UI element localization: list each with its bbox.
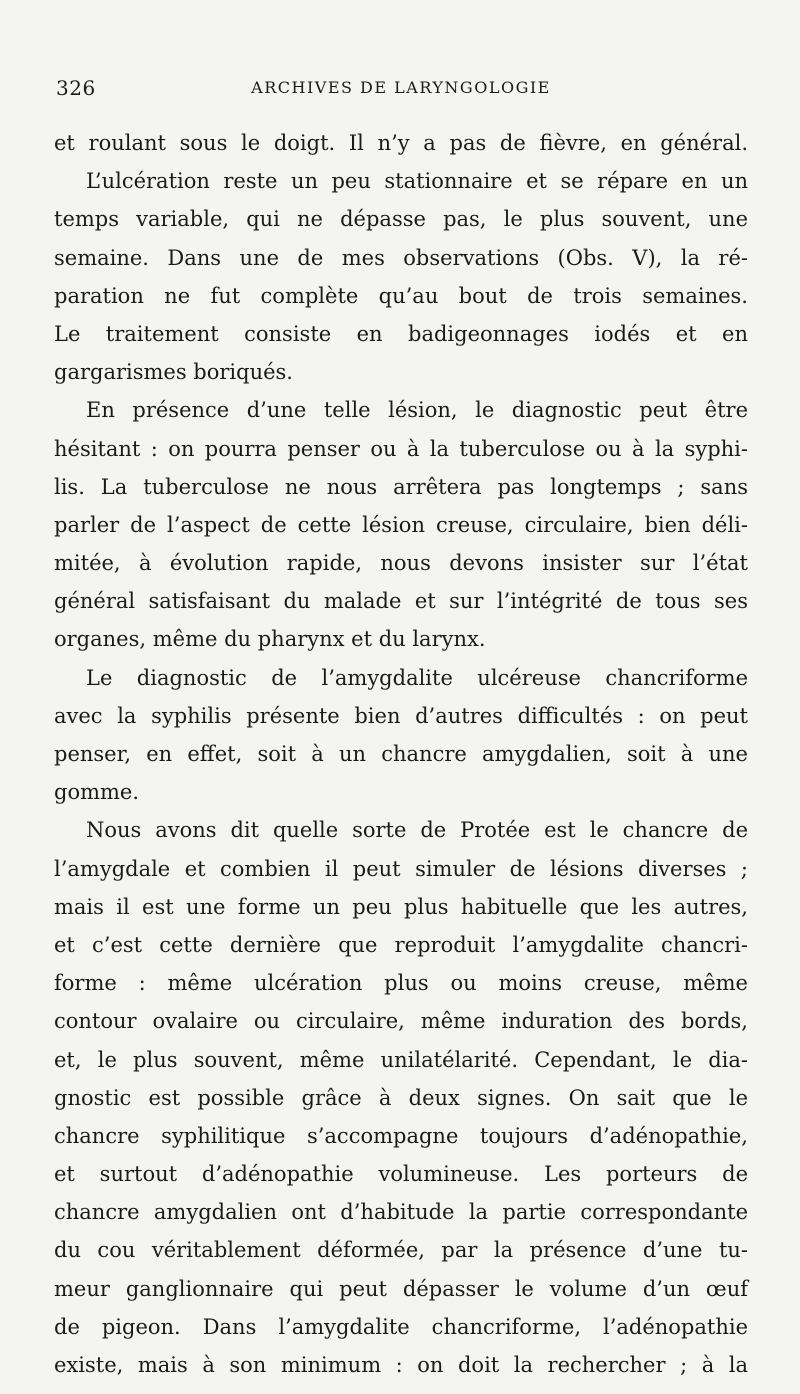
text-line: l’amygdale et combien il peut simuler de lésions diverses ; (54, 856, 748, 881)
text-line: de pigeon. Dans l’amygdalite chancriforme, l’adénopathie (54, 1314, 748, 1339)
text-line: lis. La tuberculose ne nous arrêtera pas longtemps ; sans (54, 474, 748, 499)
text-line: semaine. Dans une de mes observations (Obs. V), la ré- (54, 245, 748, 270)
text-line: chancre amygdalien ont d’habitude la partie correspondante (54, 1200, 748, 1225)
text-line: paration ne fut complète qu’au bout de trois semaines. (54, 283, 748, 308)
page-number: 326 (56, 76, 96, 100)
text-line: L’ulcération reste un peu stationnaire et se répare en un (86, 169, 748, 194)
text-line: mitée, à évolution rapide, nous devons insister sur l’état (54, 551, 748, 576)
text-line: gargarismes boriqués. (54, 360, 293, 385)
text-line: et c’est cette dernière que reproduit l’amygdalite chancri- (54, 932, 748, 957)
text-line: et roulant sous le doigt. Il n’y a pas de fièvre, en général. (54, 131, 748, 155)
text-line: gomme. (54, 780, 140, 805)
text-line: et, le plus souvent, même unilatélarité. Cependant, le dia- (54, 1047, 748, 1072)
body-text (54, 124, 748, 1384)
text-line: temps variable, qui ne dépasse pas, le plus souvent, une (54, 207, 748, 232)
text-line: du cou véritablement déformée, par la présence d’une tu- (54, 1238, 748, 1263)
text-line: chancre syphilitique s’accompagne toujours d’adénopathie, (54, 1123, 748, 1148)
text-line: contour ovalaire ou circulaire, même induration des bords, (54, 1009, 748, 1034)
text-line: parler de l’aspect de cette lésion creuse, circulaire, bien déli- (54, 512, 748, 537)
text-line: gnostic est possible grâce à deux signes. On sait que le (54, 1085, 748, 1110)
text-line: Nous avons dit quelle sorte de Protée est le chancre de (86, 818, 748, 843)
text-line: et surtout d’adénopathie volumineuse. Les porteurs de (54, 1162, 748, 1187)
text-line: hésitant : on pourra penser ou à la tuberculose ou à la syphi- (54, 436, 748, 461)
text-line: général satisfaisant du malade et sur l’intégrité de tous ses (54, 589, 748, 614)
text-line: meur ganglionnaire qui peut dépasser le volume d’un œuf (54, 1276, 748, 1301)
text-line: mais il est une forme un peu plus habituelle que les autres, (54, 894, 748, 919)
text-line: avec la syphilis présente bien d’autres difficultés : on peut (54, 703, 748, 728)
text-line: penser, en effet, soit à un chancre amygdalien, soit à une (54, 742, 748, 766)
text-line: Le traitement consiste en badigeonnages iodés et en (54, 321, 748, 346)
text-line: existe, mais à son minimum : on doit la rechercher ; à la (54, 1353, 748, 1377)
page-header (56, 76, 746, 106)
text-line: En présence d’une telle lésion, le diagnostic peut être (86, 398, 748, 423)
text-line: organes, même du pharynx et du larynx. (54, 627, 486, 652)
text-line: forme : même ulcération plus ou moins creuse, même (54, 971, 748, 996)
running-title: ARCHIVES DE LARYNGOLOGIE (251, 78, 551, 97)
text-line: Le diagnostic de l’amygdalite ulcéreuse chancriforme (86, 665, 748, 690)
